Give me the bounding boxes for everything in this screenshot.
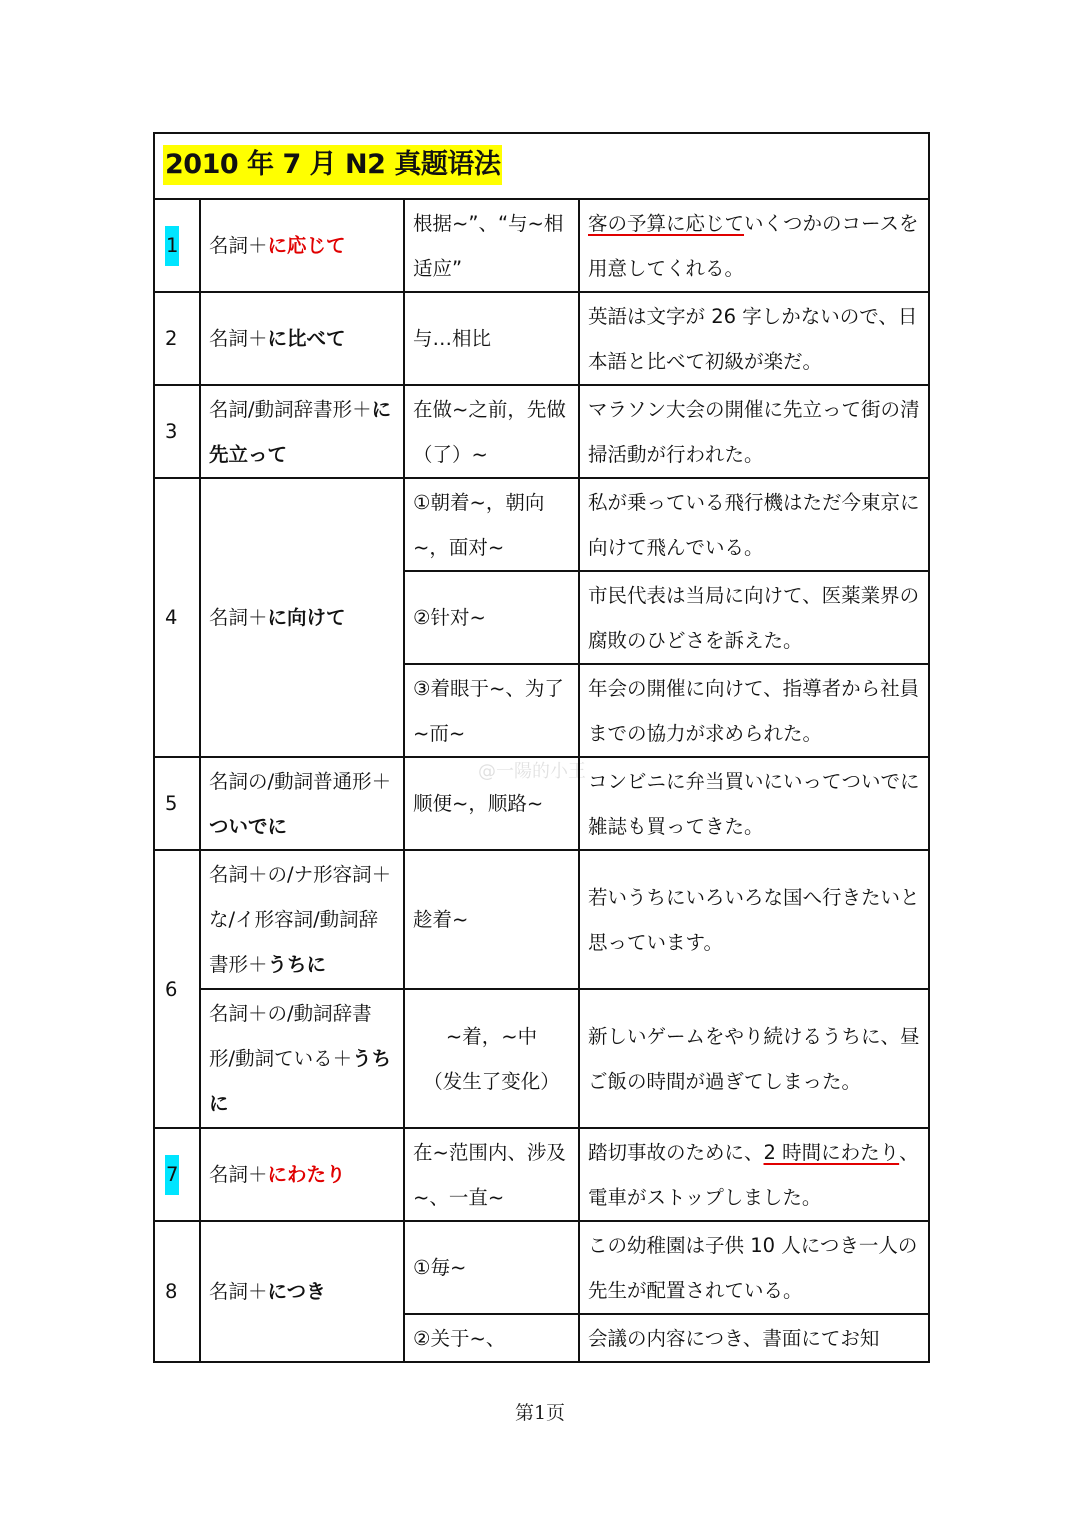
row-number: 6 — [154, 850, 200, 1128]
example-text: 私が乗っている飛行機はただ今東京に向けて飛んでいる。 — [579, 478, 929, 571]
grammar-pattern: うちに — [209, 1047, 392, 1115]
row-number: 4 — [154, 478, 200, 757]
example-text: この幼稚園は子供 10 人につき一人の先生が配置されている。 — [579, 1221, 929, 1314]
example-text: 新しいゲームをやり続けるうちに、昼ご飯の時間が過ぎてしまった。 — [579, 989, 929, 1128]
meaning-cell: 在~范围内、涉及~、一直~ — [404, 1128, 579, 1221]
meaning-cell: 在做~之前，先做（了）~ — [404, 385, 579, 478]
meaning-cell: 顺便~，顺路~ — [404, 757, 579, 850]
grammar-pattern: うちに — [267, 953, 327, 976]
form-prefix: 名詞＋ — [209, 327, 268, 350]
example-text: 踏切事故のために、 — [588, 1140, 764, 1164]
example-highlight: 客の予算に応じて — [588, 211, 745, 235]
example-text: マラソン大会の開催に先立って街の清掃活動が行われた。 — [579, 385, 929, 478]
example-text: 会議の内容につき、書面にてお知 — [579, 1314, 929, 1362]
table-row — [154, 850, 929, 989]
meaning-cell: ①朝着~，朝向~，面对~ — [404, 478, 579, 571]
meaning-cell: 根据~”、“与~相适应” — [404, 199, 579, 292]
meaning-cell: 与…相比 — [404, 292, 579, 385]
meaning-cell: ②关于~、 — [404, 1314, 579, 1362]
form-prefix: 名詞＋ — [209, 1163, 268, 1186]
row-number: 7 — [165, 1155, 179, 1195]
example-text: 若いうちにいろいろな国へ行きたいと思っています。 — [579, 850, 929, 989]
grammar-pattern: につき — [267, 1280, 326, 1303]
example-text: いくつかのコースを用意してくれる。 — [588, 211, 919, 280]
grammar-pattern: に応じて — [267, 234, 346, 257]
table-row — [154, 1221, 929, 1314]
row-number: 5 — [154, 757, 200, 850]
form-prefix: 名詞＋の/動詞辞書形/動詞ている＋ — [209, 1002, 372, 1070]
grammar-pattern: にわたり — [267, 1163, 346, 1186]
meaning-line: ~着，~中 — [445, 1024, 538, 1048]
grammar-pattern: に先立って — [209, 397, 392, 466]
example-highlight: 2 時間にわたり — [763, 1140, 900, 1164]
form-prefix: 名詞＋ — [209, 234, 268, 257]
table-row — [154, 292, 929, 385]
grammar-table — [153, 132, 930, 1363]
row-number: 8 — [154, 1221, 200, 1362]
form-prefix: 名詞＋ — [209, 1280, 268, 1303]
grammar-pattern: ついでに — [209, 814, 288, 838]
form-prefix: 名詞/動詞辞書形＋ — [209, 397, 372, 421]
meaning-cell: 趁着~ — [404, 850, 579, 989]
meaning-note: （发生了变化） — [423, 1069, 560, 1093]
example-text: 年会の開催に向けて、指導者から社員までの協力が求められた。 — [579, 664, 929, 757]
row-number: 1 — [165, 226, 179, 266]
meaning-cell: ②针对~ — [404, 571, 579, 664]
example-text: コンビニに弁当買いにいってついでに雑誌も買ってきた。 — [579, 757, 929, 850]
table-row — [154, 1128, 929, 1221]
page-number: 第1页 — [514, 1402, 566, 1424]
table-row — [154, 478, 929, 571]
meaning-cell: ①毎~ — [404, 1221, 579, 1314]
form-prefix: 名詞の/動詞普通形＋ — [209, 769, 392, 793]
grammar-pattern: に向けて — [267, 606, 346, 629]
table-row — [154, 199, 929, 292]
form-prefix: 名詞＋の/ナ形容詞＋な/イ形容詞/動詞辞書形＋ — [209, 863, 392, 976]
row-number: 3 — [154, 385, 200, 478]
table-row — [154, 385, 929, 478]
grammar-pattern: に比べて — [267, 327, 346, 350]
example-text: 英語は文字が 26 字しかないので、日本語と比べて初級が楽だ。 — [579, 292, 929, 385]
table-row — [154, 989, 929, 1128]
row-number: 2 — [154, 292, 200, 385]
example-text: 、電車がストップしました。 — [588, 1140, 919, 1209]
title-row — [154, 133, 929, 199]
meaning-cell: ③着眼于~、为了~而~ — [404, 664, 579, 757]
example-text: 市民代表は当局に向けて、医薬業界の腐敗のひどさを訴えた。 — [579, 571, 929, 664]
table-title: 2010 年 7 月 N2 真题语法 — [163, 145, 502, 185]
watermark: @一陽的小王 — [478, 761, 586, 782]
form-prefix: 名詞＋ — [209, 606, 268, 629]
